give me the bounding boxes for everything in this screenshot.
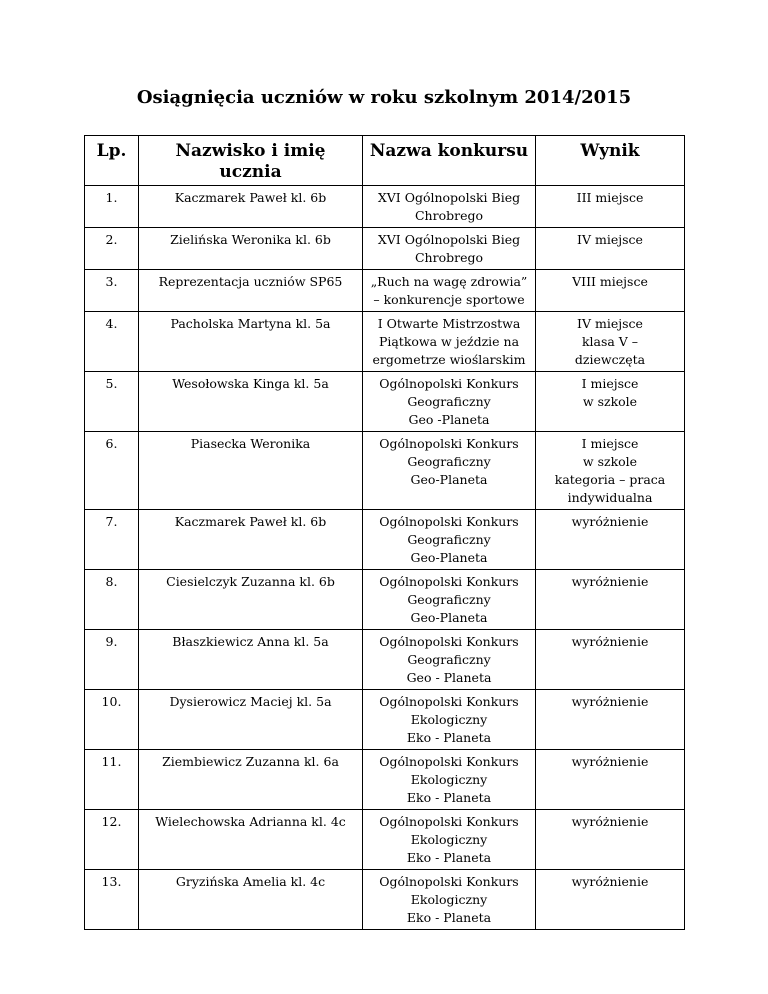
cell-contest-name: „Ruch na wagę zdrowia” – konkurencje sportowe: [363, 270, 536, 312]
table-row: [85, 570, 685, 630]
table-row: [85, 228, 685, 270]
cell-student-name: Wesołowska Kinga kl. 5a: [139, 372, 363, 432]
table-row: [85, 372, 685, 432]
cell-result: wyróżnienie: [536, 750, 685, 810]
cell-student-name: Błaszkiewicz Anna kl. 5a: [139, 630, 363, 690]
cell-contest-name: Ogólnopolski Konkurs Geograficzny Geo - Planeta: [363, 630, 536, 690]
cell-lp: 3.: [85, 270, 139, 312]
cell-lp: 1.: [85, 186, 139, 228]
cell-student-name: Kaczmarek Paweł kl. 6b: [139, 186, 363, 228]
table-row: [85, 312, 685, 372]
cell-result: wyróżnienie: [536, 510, 685, 570]
cell-result: wyróżnienie: [536, 810, 685, 870]
page-title: Osiągnięcia uczniów w roku szkolnym 2014/2015: [136, 87, 632, 108]
cell-lp: 4.: [85, 312, 139, 372]
cell-result: wyróżnienie: [536, 630, 685, 690]
header-lp: Lp.: [85, 136, 139, 186]
table-row: [85, 432, 685, 510]
header-result: Wynik: [536, 136, 685, 186]
cell-student-name: Kaczmarek Paweł kl. 6b: [139, 510, 363, 570]
achievements-table: [84, 135, 685, 930]
table-row: [85, 630, 685, 690]
header-student-name: Nazwisko i imię ucznia: [139, 136, 363, 186]
cell-lp: 11.: [85, 750, 139, 810]
cell-result: IV miejsce klasa V – dziewczęta: [536, 312, 685, 372]
cell-result: wyróżnienie: [536, 690, 685, 750]
cell-contest-name: Ogólnopolski Konkurs Geograficzny Geo-Planeta: [363, 432, 536, 510]
cell-student-name: Dysierowicz Maciej kl. 5a: [139, 690, 363, 750]
cell-contest-name: Ogólnopolski Konkurs Geograficzny Geo-Planeta: [363, 510, 536, 570]
table-row: [85, 690, 685, 750]
cell-student-name: Ciesielczyk Zuzanna kl. 6b: [139, 570, 363, 630]
header-contest-name: Nazwa konkursu: [363, 136, 536, 186]
cell-contest-name: Ogólnopolski Konkurs Geograficzny Geo -Planeta: [363, 372, 536, 432]
cell-contest-name: I Otwarte Mistrzostwa Piątkowa w jeździe na ergometrze wioślarskim: [363, 312, 536, 372]
cell-contest-name: XVI Ogólnopolski Bieg Chrobrego: [363, 186, 536, 228]
cell-student-name: Wielechowska Adrianna kl. 4c: [139, 810, 363, 870]
cell-lp: 10.: [85, 690, 139, 750]
cell-result: wyróżnienie: [536, 570, 685, 630]
cell-lp: 12.: [85, 810, 139, 870]
table-header-row: [85, 136, 685, 186]
cell-lp: 5.: [85, 372, 139, 432]
cell-lp: 13.: [85, 870, 139, 930]
cell-result: I miejsce w szkole kategoria – praca indywidualna: [536, 432, 685, 510]
cell-student-name: Piasecka Weronika: [139, 432, 363, 510]
cell-lp: 6.: [85, 432, 139, 510]
cell-student-name: Reprezentacja uczniów SP65: [139, 270, 363, 312]
cell-result: wyróżnienie: [536, 870, 685, 930]
cell-contest-name: Ogólnopolski Konkurs Ekologiczny Eko - Planeta: [363, 810, 536, 870]
cell-student-name: Gryzińska Amelia kl. 4c: [139, 870, 363, 930]
cell-contest-name: XVI Ogólnopolski Bieg Chrobrego: [363, 228, 536, 270]
cell-student-name: Zielińska Weronika kl. 6b: [139, 228, 363, 270]
cell-result: I miejsce w szkole: [536, 372, 685, 432]
cell-contest-name: Ogólnopolski Konkurs Ekologiczny Eko - Planeta: [363, 690, 536, 750]
cell-student-name: Pacholska Martyna kl. 5a: [139, 312, 363, 372]
cell-result: III miejsce: [536, 186, 685, 228]
cell-lp: 8.: [85, 570, 139, 630]
table-row: [85, 810, 685, 870]
cell-result: IV miejsce: [536, 228, 685, 270]
cell-student-name: Ziembiewicz Zuzanna kl. 6a: [139, 750, 363, 810]
table-row: [85, 510, 685, 570]
cell-contest-name: Ogólnopolski Konkurs Ekologiczny Eko - Planeta: [363, 870, 536, 930]
table-row: [85, 186, 685, 228]
table-row: [85, 870, 685, 930]
table-row: [85, 750, 685, 810]
cell-lp: 9.: [85, 630, 139, 690]
cell-lp: 2.: [85, 228, 139, 270]
cell-result: VIII miejsce: [536, 270, 685, 312]
cell-contest-name: Ogólnopolski Konkurs Ekologiczny Eko - Planeta: [363, 750, 536, 810]
table-row: [85, 270, 685, 312]
cell-contest-name: Ogólnopolski Konkurs Geograficzny Geo-Planeta: [363, 570, 536, 630]
cell-lp: 7.: [85, 510, 139, 570]
